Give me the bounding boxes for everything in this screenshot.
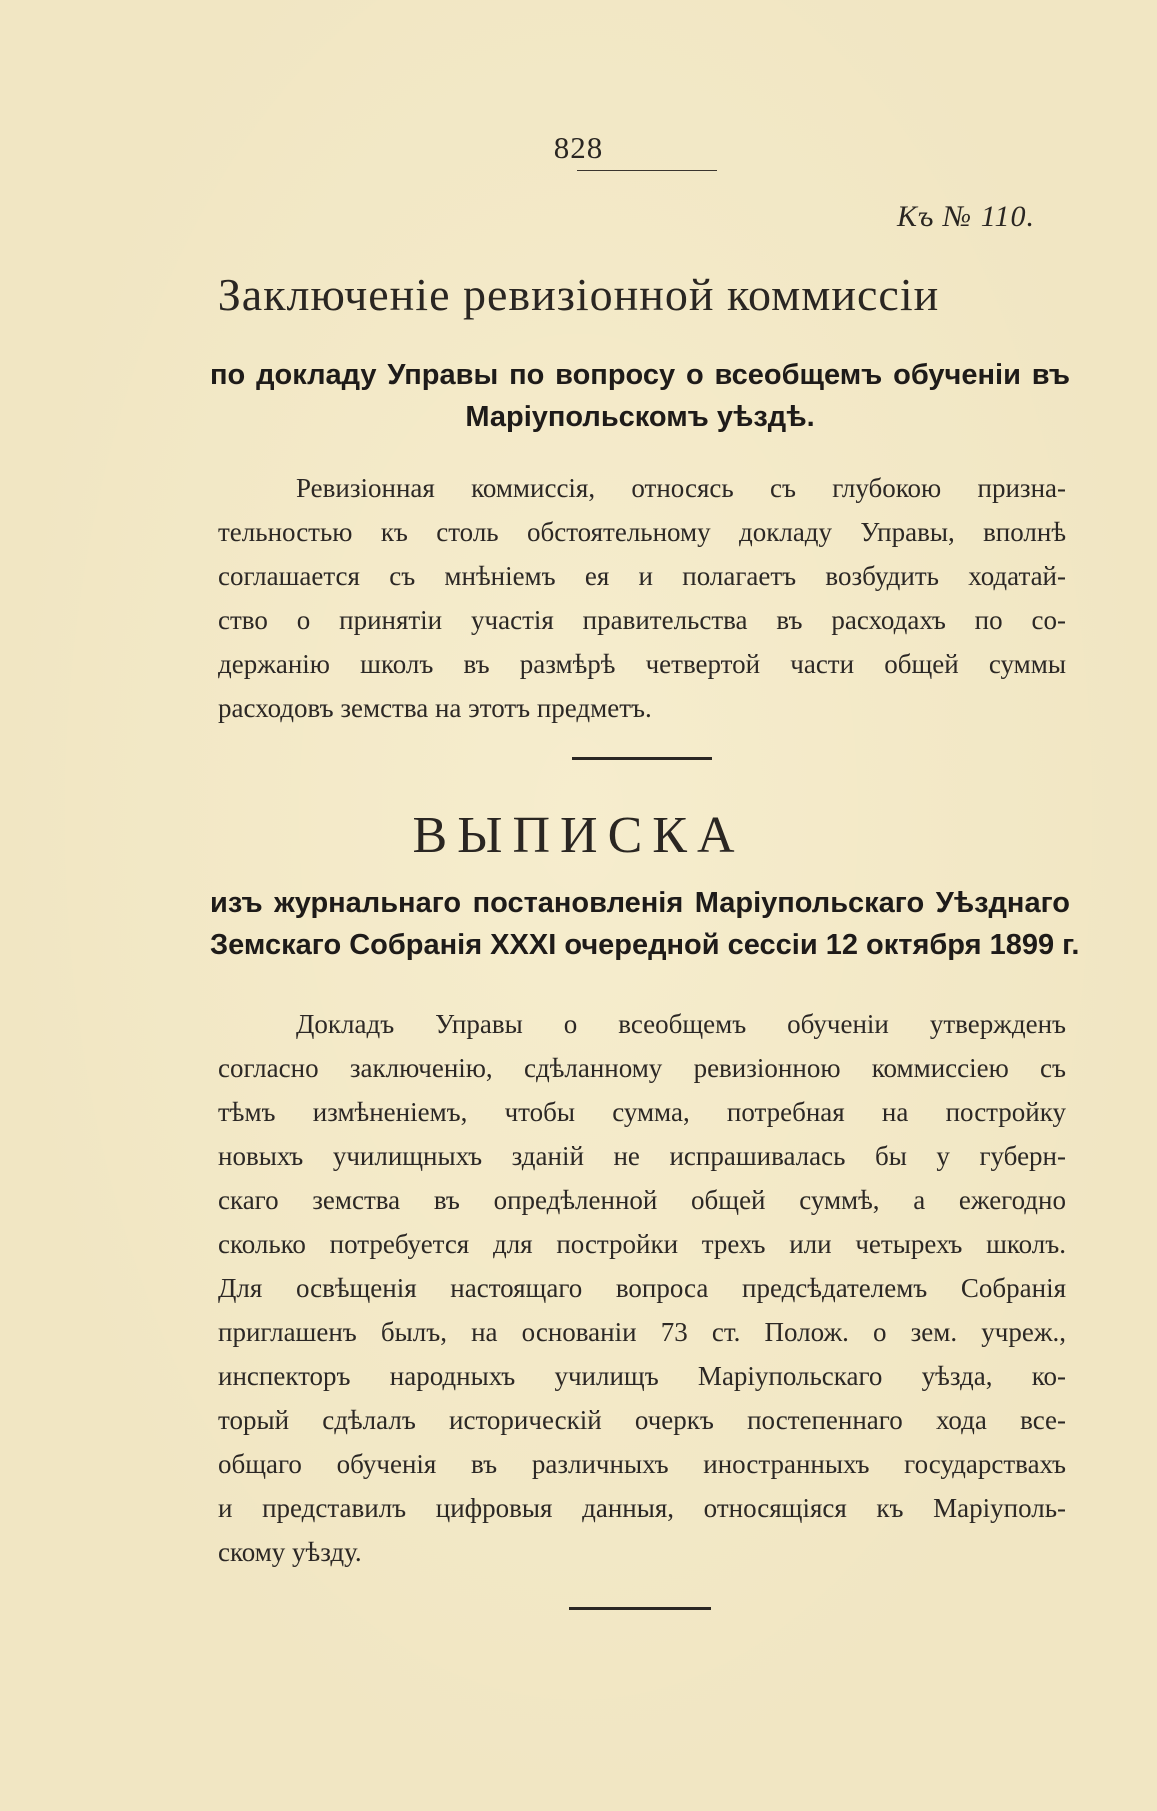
page-number-rule [577,170,717,171]
heading-subtitle [210,882,1080,966]
paragraph-line: держанію школъ въ размѣрѣ четвертой части общей суммы [218,649,1066,679]
paragraph-line: тельностью къ столь обстоятельному докладу Управы, вполнѣ [218,517,1066,547]
subtitle-line: Маріупольскомъ уѣздѣ. [465,401,815,433]
paragraph-line: соглашается съ мнѣніемъ ея и полагаетъ возбудить ходатай- [218,561,1066,591]
paragraph-line: Для освѣщенія настоящаго вопроса предсѣдателемъ Собранія [218,1273,1066,1303]
end-divider [569,1607,711,1610]
page-number: 828 [553,130,604,165]
section-heading: ВЫПИСКА [412,807,745,864]
resolution-paragraph [218,1002,1066,1574]
paragraph-line: новыхъ училищныхъ зданій не испрашивалась бы у губерн- [218,1141,1066,1171]
paragraph-line: и представилъ цифровыя данныя, относящіяся къ Маріуполь- [218,1493,1066,1523]
paragraph-line: сколько потребуется для постройки трехъ или четырехъ школъ. [218,1229,1066,1259]
paragraph-line: общаго обученія въ различныхъ иностранныхъ государствахъ [218,1449,1066,1479]
paragraph-line: торый сдѣлалъ историческій очеркъ постепеннаго хода все- [218,1405,1066,1435]
paragraph-line: ство о принятіи участія правительства въ расходахъ по со- [218,605,1066,635]
section-divider [572,757,712,760]
title-subtitle [210,354,1070,438]
paragraph-line: приглашенъ былъ, на основаніи 73 ст. Полож. о зем. учреж., [218,1317,1066,1347]
reference-number: Къ № 110. [896,200,1035,233]
document-title: Заключеніе ревизіонной коммиссіи [217,269,940,320]
paragraph-line: тѣмъ измѣненіемъ, чтобы сумма, потребная на постройку [218,1097,1066,1127]
commission-paragraph [218,466,1066,730]
paragraph-line: Докладъ Управы о всеобщемъ обученіи утвержденъ [296,1009,1066,1039]
paragraph-line: согласно заключенію, сдѣланному ревизіонною коммиссіею съ [218,1053,1066,1083]
paragraph-line: Ревизіонная коммиссія, относясь съ глубокою призна- [296,473,1066,503]
subtitle-line: изъ журнальнаго постановленія Маріупольскаго Уѣзднаго [210,887,1070,919]
paragraph-line: скому уѣзду. [218,1537,362,1567]
paragraph-line: расходовъ земства на этотъ предметъ. [218,693,652,723]
subtitle-line: по докладу Управы по вопросу о всеобщемъ обученіи въ [210,359,1070,391]
paragraph-line: инспекторъ народныхъ училищъ Маріупольскаго уѣзда, ко- [218,1361,1066,1391]
subtitle-line: Земскаго Собранія XXXI очередной сессіи 12 октября 1899 г. [210,929,1080,961]
paragraph-line: скаго земства въ опредѣленной общей суммѣ, а ежегодно [218,1185,1066,1215]
